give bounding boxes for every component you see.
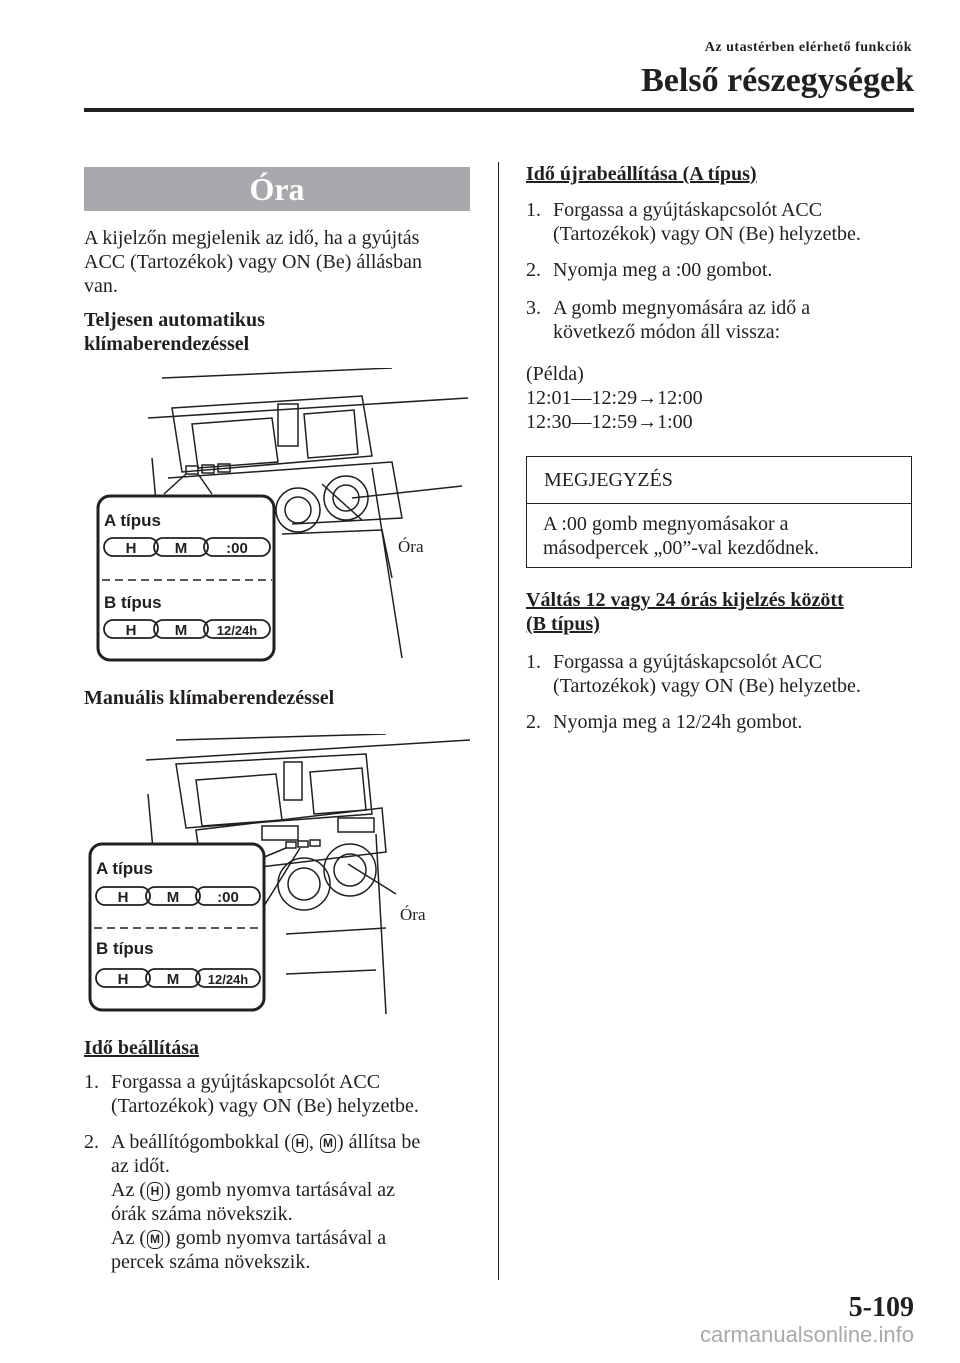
step-text: következő módon áll vissza: (553, 321, 781, 343)
page-number: 5-109 (848, 1292, 914, 1323)
step-text: Forgassa a gyújtáskapcsolót ACC (111, 1071, 381, 1093)
step-text: Az ( H ) gomb nyomva tartásával az (111, 1179, 396, 1201)
header-rule (84, 108, 914, 112)
step-text: órák száma növekszik. (111, 1203, 293, 1225)
intro-paragraph (84, 226, 470, 298)
dashboard-outline (162, 368, 392, 378)
m-button-label: M (174, 622, 188, 639)
console-outline (286, 970, 376, 974)
step-number: 1. (84, 1071, 99, 1093)
climate-knob (278, 858, 330, 910)
intro-line: van. (84, 275, 118, 297)
reset-time-heading: Idő újrabeállítása (A típus) (526, 163, 757, 185)
figure-automatic-climate (92, 368, 472, 664)
example-line: 12:30—12:59→1:00 (526, 411, 693, 433)
intro-line: ACC (Tartozékok) vagy ON (Be) állásban (84, 251, 422, 273)
vent-frame (172, 396, 372, 472)
step-number: 2. (84, 1131, 99, 1153)
panel-button (338, 818, 374, 832)
reset-step-1 (526, 198, 912, 246)
toggle-step-1 (526, 650, 912, 698)
climate-knob (288, 868, 320, 900)
note-body (527, 504, 911, 568)
step-number: 3. (526, 297, 541, 319)
m-button-icon: M (147, 1230, 163, 1249)
reset-example (526, 362, 912, 434)
step-text: A gomb megnyomására az idő a (553, 297, 811, 319)
console-outline (286, 928, 386, 934)
example-line: 12:01—12:29→12:00 (526, 387, 703, 409)
clock-callout: Óra (398, 537, 424, 556)
zoom-callout-line (262, 848, 286, 858)
panel-outline (376, 834, 386, 1014)
step-text: Forgassa a gyújtáskapcsolót ACC (553, 199, 823, 221)
reset-step-3 (526, 296, 912, 344)
vent-frame (192, 418, 278, 468)
set-time-step-2 (84, 1130, 470, 1274)
running-header-section: Az utastérben elérhető funkciók (704, 40, 912, 55)
m-button-label: M (166, 971, 180, 988)
step-text: az időt. (111, 1155, 170, 1177)
climate-knob (334, 854, 366, 886)
intro-line: A kijelzőn megjelenik az idő, ha a gyújtás (84, 227, 420, 249)
dashboard-outline (148, 398, 468, 418)
step-text: Nyomja meg a 12/24h gombot. (553, 711, 803, 733)
m-button-label: M (166, 889, 180, 906)
zero-button-label: :00 (217, 889, 239, 906)
subheading-manual: Manuális klímaberendezéssel (84, 687, 335, 709)
clock-button (298, 841, 308, 847)
step-text: percek száma növekszik. (111, 1251, 311, 1273)
clock-button (286, 842, 296, 848)
toggle-heading (526, 588, 912, 636)
type-b-label: B típus (96, 939, 154, 958)
h-button-label: H (117, 971, 129, 988)
step-text: Az ( M ) gomb nyomva tartásával a (111, 1227, 387, 1249)
climate-knob (276, 488, 320, 532)
step-text: Forgassa a gyújtáskapcsolót ACC (553, 651, 823, 673)
climate-knob (324, 476, 368, 520)
note-box (526, 456, 912, 568)
toggle-button-label: 12/24h (216, 623, 258, 638)
step-number: 1. (526, 651, 541, 673)
zoom-callout-line (198, 474, 212, 494)
type-b-label: B típus (104, 593, 162, 612)
column-divider (498, 162, 499, 1280)
h-button-icon: H (292, 1134, 308, 1153)
dashboard-outline (176, 734, 386, 740)
type-a-label: A típus (96, 859, 153, 878)
note-line: másodpercek „00”-val kezdődnek. (543, 537, 819, 559)
console-outline (282, 530, 392, 578)
vent-frame (176, 754, 372, 828)
toggle-step-2 (526, 710, 912, 734)
panel-button (262, 826, 298, 840)
clock-button (310, 840, 320, 846)
step-text: Nyomja meg a :00 gombot. (553, 259, 773, 281)
note-line: A :00 gomb megnyomásakor a (543, 513, 789, 535)
h-button-label: H (125, 540, 137, 557)
step-text: (Tartozékok) vagy ON (Be) helyzetbe. (553, 223, 861, 245)
h-button-icon: H (147, 1182, 163, 1201)
step-text: (Tartozékok) vagy ON (Be) helyzetbe. (111, 1095, 419, 1117)
section-title: Óra (84, 167, 470, 211)
running-header-title: Belső részegységek (641, 62, 914, 99)
toggle-heading-line: (B típus) (526, 613, 600, 635)
zero-button-label: :00 (226, 540, 248, 557)
h-button-label: H (125, 622, 137, 639)
clock-button (186, 466, 198, 474)
type-a-label: A típus (104, 511, 161, 530)
example-label: (Példa) (526, 363, 584, 385)
h-button-label: H (117, 889, 129, 906)
vent-frame (304, 410, 358, 458)
toggle-button-label: 12/24h (207, 972, 249, 987)
climate-knob (324, 844, 376, 896)
set-time-heading: Idő beállítása (84, 1037, 200, 1059)
step-number: 2. (526, 711, 541, 733)
step-text: A beállítógombokkal ( H , M ) állítsa be (111, 1131, 421, 1153)
vent-frame (310, 768, 366, 814)
watermark-link[interactable]: carmanualsonline.info (699, 1322, 914, 1347)
hazard-switch (284, 762, 302, 800)
m-button-label: M (174, 540, 188, 557)
vent-frame (196, 774, 282, 826)
subheading-line: klímaberendezéssel (84, 333, 250, 355)
m-button-icon: M (320, 1134, 336, 1153)
subheading-line: Teljesen automatikus (84, 309, 265, 331)
note-heading: MEGJEGYZÉS (527, 457, 911, 504)
toggle-heading-line: Váltás 12 vagy 24 órás kijelzés között (526, 589, 844, 611)
climate-knob (285, 497, 311, 523)
step-number: 1. (526, 199, 541, 221)
subheading-automatic (84, 308, 470, 356)
leader-line (348, 864, 396, 894)
clock-callout: Óra (400, 905, 426, 924)
set-time-step-1 (84, 1070, 470, 1118)
step-number: 2. (526, 259, 541, 281)
figure-manual-climate (86, 734, 470, 1016)
step-text: (Tartozékok) vagy ON (Be) helyzetbe. (553, 675, 861, 697)
reset-step-2 (526, 258, 912, 282)
